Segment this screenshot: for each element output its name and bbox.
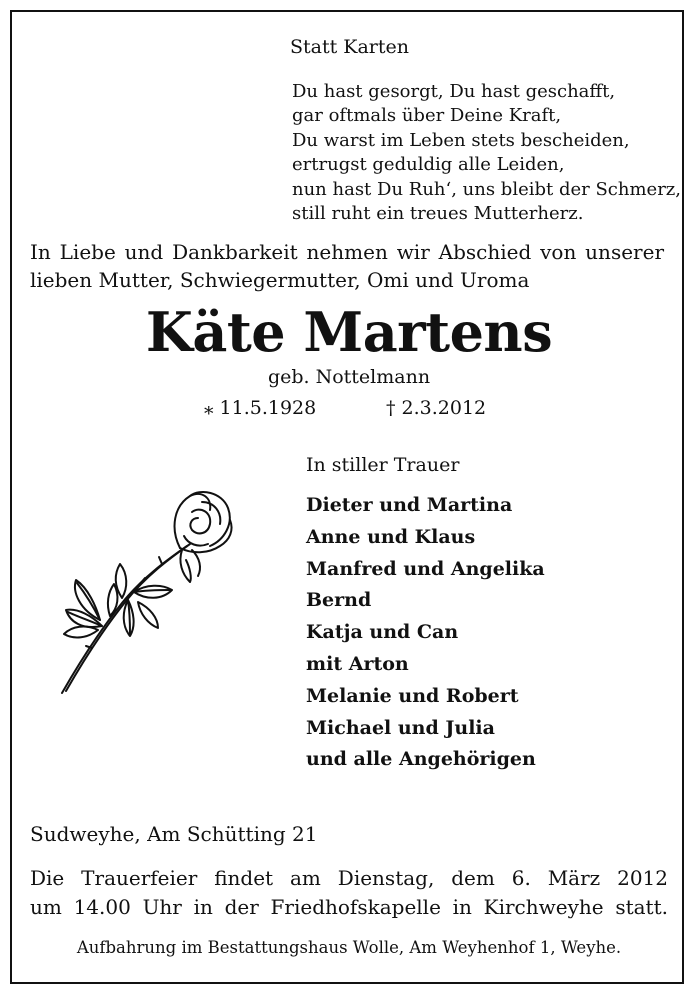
birth-date: ⁎ 11.5.1928 — [204, 397, 317, 419]
poem-line: Du hast gesorgt, Du hast geschafft, — [292, 81, 616, 102]
list-item: Dieter und Martina — [306, 494, 513, 516]
mourning-heading: In stiller Trauer — [306, 454, 460, 476]
address: Sudweyhe, Am Schütting 21 — [30, 822, 318, 846]
poem — [292, 80, 681, 226]
service-line-1: Die Trauerfeier findet am Dienstag, dem 6. März 2012 — [30, 866, 668, 890]
list-item: Michael und Julia — [306, 716, 495, 739]
list-item: Manfred und Angelika — [306, 557, 545, 580]
poem-line: Du warst im Leben stets bescheiden, — [292, 129, 630, 151]
list-item: und alle Angehörigen — [306, 748, 536, 771]
service-line-2: um 14.00 Uhr in der Friedhofskapelle in Kirchweyhe statt. — [30, 895, 668, 919]
intro-line-2: lieben Mutter, Schwiegermutter, Omi und Uroma — [30, 268, 530, 292]
list-item: mit Arton — [306, 652, 409, 675]
list-item: Anne und Klaus — [306, 525, 476, 548]
statt-karten-label: Statt Karten — [290, 36, 410, 58]
poem-line: ertrugst geduldig alle Leiden, — [292, 154, 565, 176]
list-item: Katja und Can — [306, 621, 459, 644]
rose-icon — [52, 488, 242, 698]
intro-text — [30, 238, 664, 294]
poem-line: still ruht ein treues Mutterherz. — [292, 203, 584, 225]
list-item: Bernd — [306, 589, 372, 612]
service-info — [30, 864, 668, 922]
deceased-name: Käte Martens — [145, 300, 553, 364]
intro-line-1: In Liebe und Dankbarkeit nehmen wir Abschied von unserer — [30, 240, 664, 264]
viewing-info: Aufbahrung im Bestattungshaus Wolle, Am Weyhenhof 1, Weyhe. — [76, 938, 622, 957]
maiden-name: geb. Nottelmann — [267, 366, 431, 388]
death-date: † 2.3.2012 — [386, 397, 487, 419]
list-item: Melanie und Robert — [306, 684, 519, 707]
mourners-list — [306, 490, 545, 776]
poem-line: gar oftmals über Deine Kraft, — [292, 105, 562, 127]
poem-line: nun hast Du Ruh‘, uns bleibt der Schmerz, — [292, 178, 682, 200]
